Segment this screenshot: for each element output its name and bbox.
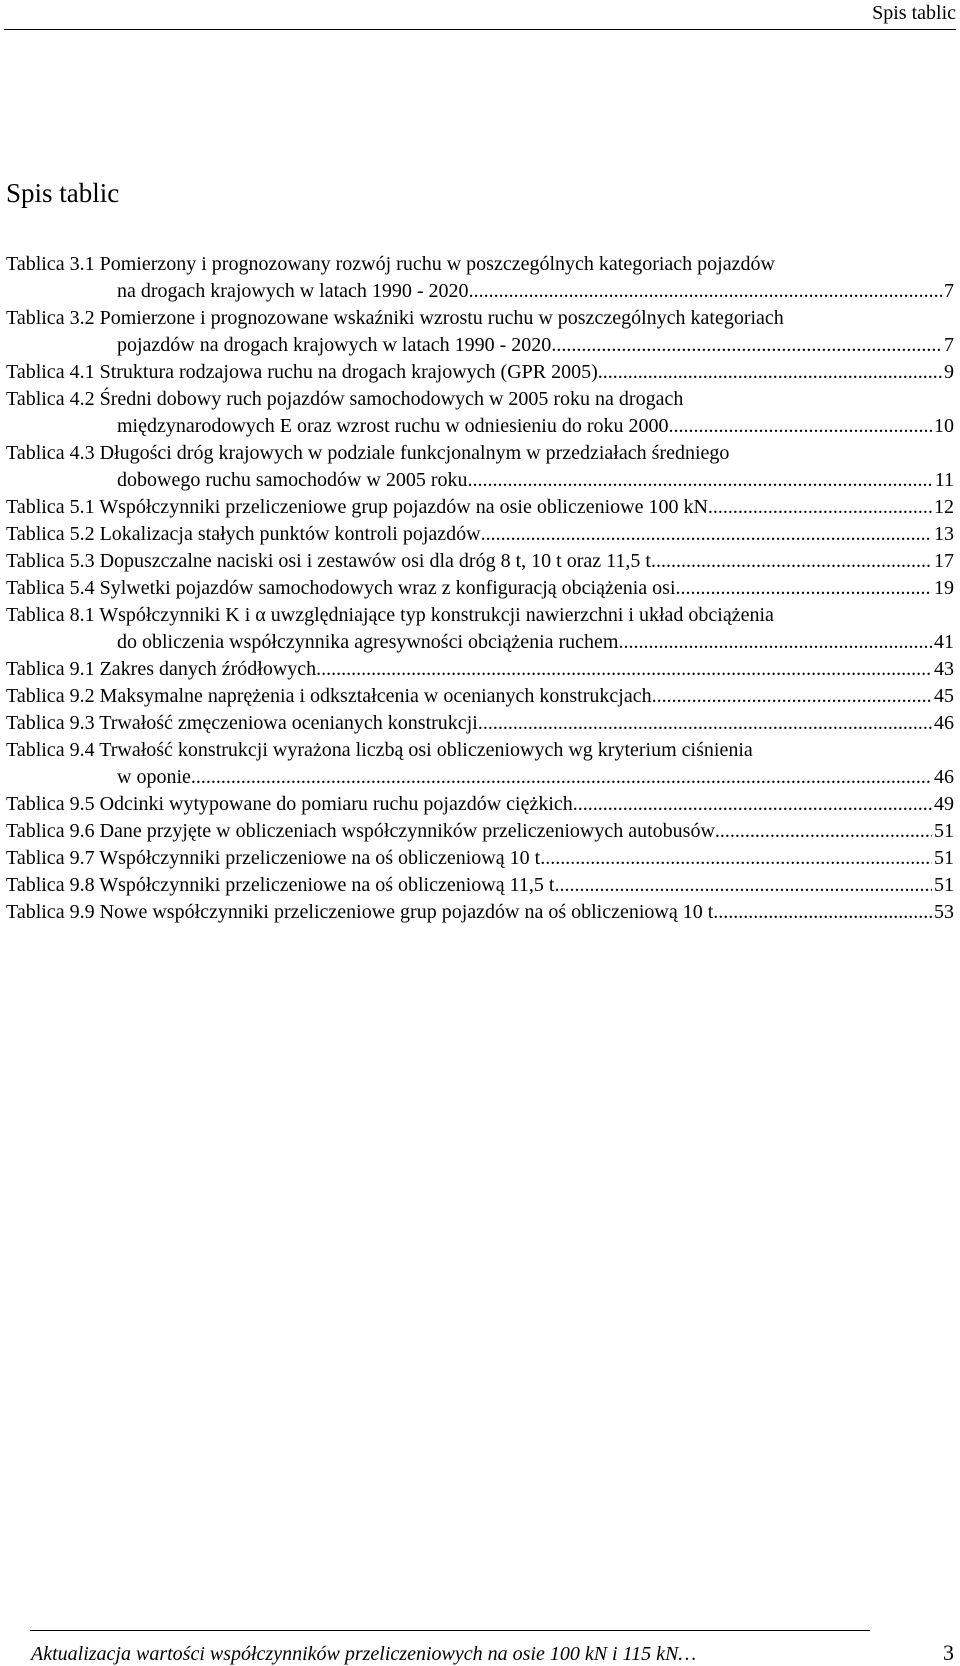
toc-entry[interactable] — [6, 819, 954, 846]
toc-entry-line — [6, 819, 954, 846]
toc-entry-text — [6, 253, 775, 275]
toc-entry-line — [6, 360, 954, 387]
dot-leader — [554, 873, 932, 898]
toc-entry-title: Dane przyjęte w obliczeniach współczynników przeliczeniowych autobusów — [94, 820, 715, 842]
toc-entry-label: Tablica 9.5 — [6, 793, 95, 815]
toc-page-number: 7 — [944, 280, 954, 302]
toc-entry-text — [6, 684, 652, 709]
toc-entry-text — [6, 711, 478, 736]
toc-entry-line — [6, 549, 954, 576]
dot-leader — [669, 414, 932, 439]
dot-leader — [713, 900, 932, 925]
toc-entry[interactable] — [6, 846, 954, 873]
toc-page-number: 7 — [944, 334, 954, 356]
toc-entry-line — [6, 765, 954, 792]
toc-entry-title: Dopuszczalne naciski osi i zestawów osi dla dróg 8 t, 10 t oraz 11,5 t — [94, 550, 651, 572]
toc-entry-text — [6, 549, 651, 574]
toc-entry-line — [6, 792, 954, 819]
toc-page-number: 12 — [934, 496, 954, 518]
toc-page-number: 51 — [934, 874, 954, 896]
toc-entry-line — [6, 252, 954, 279]
toc-entry-label: Tablica 9.9 — [6, 901, 95, 923]
toc-entry-text — [6, 495, 708, 520]
toc-page-number: 46 — [934, 766, 954, 788]
toc-page-number: 13 — [934, 523, 954, 545]
dot-leader — [540, 846, 932, 871]
toc-page-number: 51 — [934, 847, 954, 869]
toc-entry[interactable] — [6, 900, 954, 927]
toc-entry[interactable] — [6, 522, 954, 549]
toc-entry-label: Tablica 9.1 — [6, 658, 95, 680]
toc-entry-text — [6, 846, 540, 871]
page-title: Spis tablic — [6, 178, 120, 208]
toc-entry-text — [6, 604, 774, 626]
toc-entry[interactable] — [6, 603, 954, 657]
toc-entry-title-continued: na drogach krajowych w latach 1990 - 2020 — [117, 280, 469, 302]
toc-entry-text — [6, 307, 784, 329]
toc-entry[interactable] — [6, 360, 954, 387]
toc-entry-label: Tablica 5.4 — [6, 577, 95, 599]
toc-entry-title: Trwałość zmęczeniowa ocenianych konstrukcji — [94, 712, 478, 734]
toc-entry-line — [6, 630, 954, 657]
toc-entry-label: Tablica 9.4 — [6, 739, 95, 761]
dot-leader — [618, 630, 932, 655]
toc-entry-text — [6, 819, 715, 844]
footer-rule — [30, 1630, 870, 1631]
toc-entry-line — [6, 873, 954, 900]
toc-entry-label: Tablica 3.1 — [6, 253, 95, 275]
toc-entry-title: Maksymalne naprężenia i odkształcenia w ocenianych konstrukcjach — [94, 685, 652, 707]
toc-entry-title: Trwałość konstrukcji wyrażona liczbą osi obliczeniowych wg kryterium ciśnienia — [94, 739, 753, 761]
toc-page-number: 9 — [944, 361, 954, 383]
toc-entry-line — [6, 738, 954, 765]
toc-entry-text — [6, 739, 753, 761]
toc-entry[interactable] — [6, 873, 954, 900]
toc-entry-label: Tablica 8.1 — [6, 604, 95, 626]
toc-page-number: 19 — [934, 577, 954, 599]
toc-entry-text — [6, 873, 554, 898]
toc-entry[interactable] — [6, 711, 954, 738]
toc-entry-line — [6, 333, 954, 360]
toc-entry-label: Tablica 9.6 — [6, 820, 95, 842]
dot-leader — [573, 792, 932, 817]
page-number: 3 — [943, 1640, 954, 1665]
toc-entry-line — [6, 387, 954, 414]
toc-entry-title-continued: w oponie — [117, 766, 191, 788]
toc-entry-title: Nowe współczynniki przeliczeniowe grup pojazdów na oś obliczeniową 10 t — [94, 901, 714, 923]
toc-entry-line — [6, 414, 954, 441]
toc-entry[interactable] — [6, 306, 954, 360]
toc-page-number: 43 — [934, 658, 954, 680]
toc-page-number: 17 — [934, 550, 954, 572]
dot-leader — [551, 333, 942, 358]
toc-entry-title: Lokalizacja stałych punktów kontroli pojazdów — [94, 523, 481, 545]
toc-entry[interactable] — [6, 657, 954, 684]
toc-entry-title: Średni dobowy ruch pojazdów samochodowych w 2005 roku na drogach — [94, 388, 684, 410]
dot-leader — [708, 495, 932, 520]
toc-page-number: 51 — [934, 820, 954, 842]
footer-text: Aktualizacja wartości współczynników przeliczeniowych na osie 100 kN i 115 kN… — [31, 1643, 697, 1665]
toc-entry-title-continued: dobowego ruchu samochodów w 2005 roku — [117, 469, 468, 491]
toc-entry-title: Współczynniki K i α uwzględniające typ konstrukcji nawierzchni i układ obciążenia — [94, 604, 774, 626]
toc-entry-line — [6, 441, 954, 468]
toc-entry[interactable] — [6, 738, 954, 792]
toc-entry-text — [6, 576, 676, 601]
toc-entry-line — [6, 468, 954, 495]
toc-entry-text — [6, 360, 598, 385]
toc-entry-title-continued: międzynarodowych E oraz wzrost ruchu w odniesieniu do roku 2000 — [117, 415, 669, 437]
toc-page-number: 45 — [934, 685, 954, 707]
dot-leader — [715, 819, 932, 844]
toc-entry-line — [6, 657, 954, 684]
toc-entry-label: Tablica 4.3 — [6, 442, 95, 464]
toc-entry-label: Tablica 3.2 — [6, 307, 95, 329]
table-of-contents — [6, 252, 954, 927]
toc-entry-label: Tablica 5.2 — [6, 523, 95, 545]
toc-page-number: 41 — [934, 631, 954, 653]
dot-leader — [191, 765, 932, 790]
toc-entry-line — [6, 576, 954, 603]
toc-entry-label: Tablica 4.1 — [6, 361, 95, 383]
toc-entry-label: Tablica 4.2 — [6, 388, 95, 410]
toc-entry-line — [6, 603, 954, 630]
dot-leader — [478, 711, 932, 736]
toc-entry[interactable] — [6, 576, 954, 603]
toc-entry-title: Pomierzony i prognozowany rozwój ruchu w poszczególnych kategoriach pojazdów — [94, 253, 775, 275]
toc-entry-line — [6, 684, 954, 711]
toc-entry[interactable] — [6, 252, 954, 306]
toc-entry-title-continued: pojazdów na drogach krajowych w latach 1990 - 2020 — [117, 334, 552, 356]
toc-entry-title-continued: do obliczenia współczynnika agresywności obciążenia ruchem — [117, 631, 619, 653]
toc-entry-text — [6, 900, 713, 925]
toc-entry-title: Sylwetki pojazdów samochodowych wraz z konfiguracją obciążenia osi — [94, 577, 676, 599]
toc-entry-label: Tablica 9.8 — [6, 874, 95, 896]
dot-leader — [469, 279, 942, 304]
toc-entry-line — [6, 522, 954, 549]
running-header-title: Spis tablic — [872, 2, 956, 24]
page-footer — [0, 1630, 960, 1666]
toc-entry-text — [6, 792, 573, 817]
toc-entry-line — [6, 846, 954, 873]
dot-leader — [481, 522, 932, 547]
toc-entry-label: Tablica 5.1 — [6, 496, 95, 518]
running-header — [0, 0, 960, 30]
toc-entry-label: Tablica 5.3 — [6, 550, 95, 572]
toc-entry-title: Współczynniki przeliczeniowe grup pojazdów na osie obliczeniowe 100 kN — [94, 496, 708, 518]
toc-entry-label: Tablica 9.2 — [6, 685, 95, 707]
toc-entry-label: Tablica 9.7 — [6, 847, 95, 869]
toc-entry-title: Współczynniki przeliczeniowe na oś obliczeniową 11,5 t — [94, 874, 555, 896]
toc-entry[interactable] — [6, 387, 954, 441]
dot-leader — [651, 549, 932, 574]
toc-entry-line — [6, 279, 954, 306]
toc-entry-title: Długości dróg krajowych w podziale funkcjonalnym w przedziałach średniego — [94, 442, 730, 464]
toc-entry-line — [6, 495, 954, 522]
dot-leader — [468, 468, 933, 493]
toc-entry-text — [6, 442, 729, 464]
toc-entry[interactable] — [6, 684, 954, 711]
toc-page-number: 10 — [934, 415, 954, 437]
dot-leader — [652, 684, 932, 709]
toc-entry[interactable] — [6, 549, 954, 576]
toc-page-number: 53 — [934, 901, 954, 923]
toc-entry[interactable] — [6, 792, 954, 819]
dot-leader — [316, 657, 932, 682]
header-rule — [4, 29, 956, 30]
toc-entry-text — [6, 522, 481, 547]
toc-entry-title: Odcinki wytypowane do pomiaru ruchu pojazdów ciężkich — [94, 793, 573, 815]
toc-entry-title: Pomierzone i prognozowane wskaźniki wzrostu ruchu w poszczególnych kategoriach — [94, 307, 784, 329]
toc-entry[interactable] — [6, 495, 954, 522]
toc-entry-line — [6, 711, 954, 738]
toc-entry-title: Zakres danych źródłowych — [94, 658, 317, 680]
toc-entry-title: Struktura rodzajowa ruchu na drogach krajowych (GPR 2005) — [94, 361, 598, 383]
toc-entry-line — [6, 900, 954, 927]
toc-entry-text — [6, 657, 316, 682]
toc-page-number: 11 — [934, 469, 954, 491]
toc-entry[interactable] — [6, 441, 954, 495]
toc-entry-text — [6, 388, 683, 410]
toc-page-number: 49 — [934, 793, 954, 815]
dot-leader — [676, 576, 933, 601]
toc-entry-line — [6, 306, 954, 333]
toc-page-number: 46 — [934, 712, 954, 734]
dot-leader — [598, 360, 942, 385]
toc-entry-title: Współczynniki przeliczeniowe na oś obliczeniową 10 t — [94, 847, 541, 869]
toc-entry-label: Tablica 9.3 — [6, 712, 95, 734]
